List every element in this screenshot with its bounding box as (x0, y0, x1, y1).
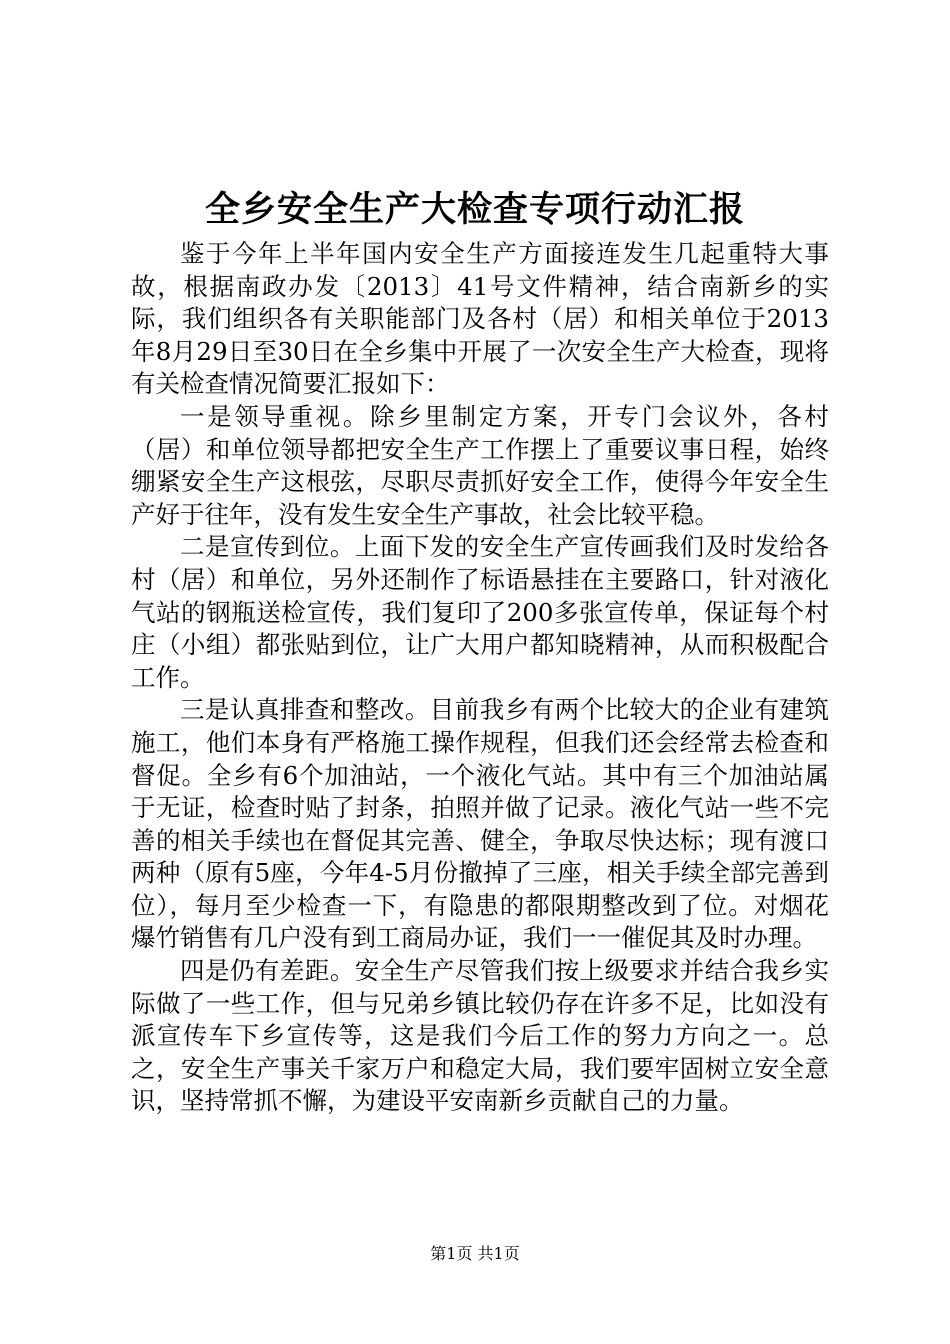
paragraph-inspection: 三是认真排查和整改。目前我乡有两个比较大的企业有建筑施工，他们本身有严格施工操作规程，但我们还会经常去检查和督促。全乡有6个加油站，一个液化气站。其中有三个加油站属于无证，检查时贴了封条，拍照并做了记录。液化气站一些不完善的相关手续也在督促其完善、健全，争取尽快达标；现有渡口两种（原有5座，今年4-5月份撤掉了三座，相关手续全部完善到位），每月至少检查一下，有隐患的都限期整改到了位。对烟花爆竹销售有几户没有到工商局办证，我们一一催促其及时办理。 (131, 695, 829, 953)
paragraph-publicity: 二是宣传到位。上面下发的安全生产宣传画我们及时发给各村（居）和单位，另外还制作了标语悬挂在主要路口，针对液化气站的钢瓶送检宣传，我们复印了200多张宣传单，保证每个村庄（小组）都张贴到位，让广大用户都知晓精神，从而积极配合工作。 (131, 532, 829, 692)
paragraph-shortcomings: 四是仍有差距。安全生产尽管我们按上级要求并结合我乡实际做了一些工作，但与兄弟乡镇比较仍存在许多不足，比如没有派宣传车下乡宣传等，这是我们今后工作的努力方向之一。总之，安全生产事关千家万户和稳定大局，我们要牢固树立安全意识，坚持常抓不懈，为建设平安南新乡贡献自己的力量。 (131, 956, 829, 1116)
paragraph-intro: 鉴于今年上半年国内安全生产方面接连发生几起重特大事故，根据南政办发〔2013〕41号文件精神，结合南新乡的实际，我们组织各有关职能部门及各村（居）和相关单位于2013年8月29日至30日在全乡集中开展了一次安全生产大检查，现将有关检查情况简要汇报如下： (131, 239, 829, 399)
document-title: 全乡安全生产大检查专项行动汇报 (204, 189, 745, 230)
page-number: 第1页 共1页 (430, 1244, 520, 1263)
document-body (131, 238, 829, 1118)
paragraph-leadership: 一是领导重视。除乡里制定方案，开专门会议外，各村（居）和单位领导都把安全生产工作摆上了重要议事日程，始终绷紧安全生产这根弦，尽职尽责抓好安全工作，使得今年安全生产好于往年，没有发生安全生产事故，社会比较平稳。 (131, 401, 829, 529)
